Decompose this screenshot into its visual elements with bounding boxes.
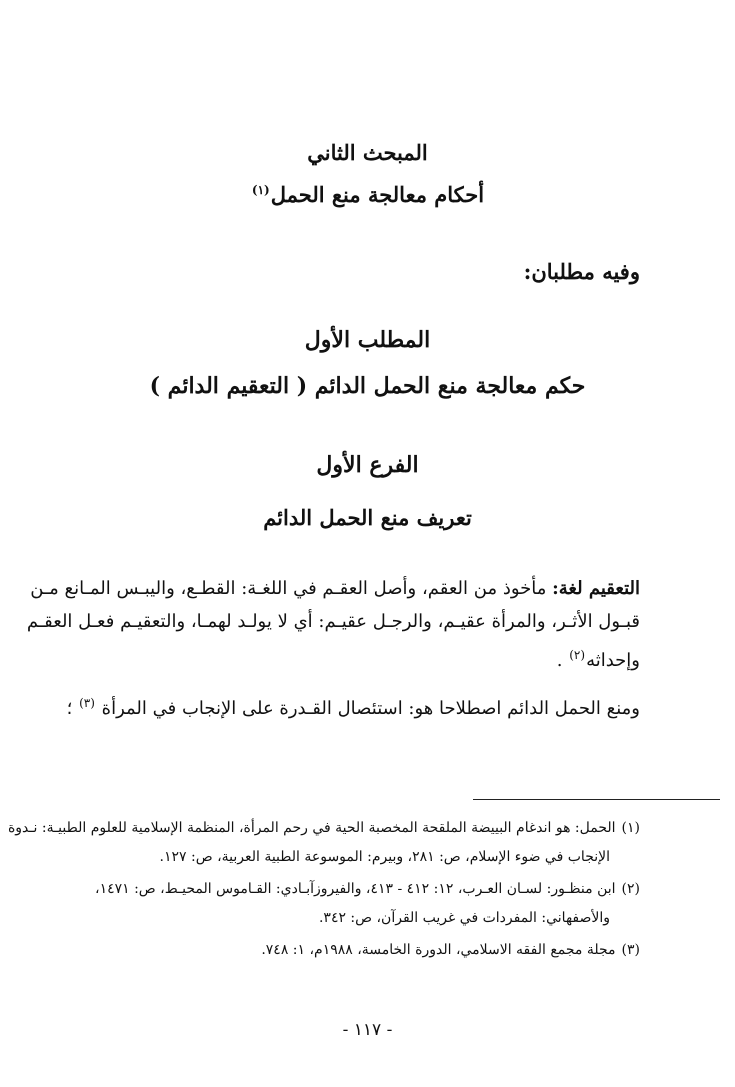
far-subtitle: تعريف منع الحمل الدائم xyxy=(263,505,472,530)
paragraph-2-text: ومنع الحمل الدائم اصطلاحا هو: استئصال القـدرة على الإنجاب في المرأة xyxy=(101,698,640,719)
footnote-ref-2: (٢) xyxy=(569,648,586,662)
paragraph-1-line-2: قبـول الأثـر، والمرأة عقيـم، والرجـل عقيـم: أي لا يولـد لهمـا، والتعقيـم فعـل العقـم xyxy=(26,611,640,632)
far-title: الفرع الأول xyxy=(316,452,419,478)
section-title: المبحث الثاني xyxy=(307,140,428,165)
footnote-3-line-1 xyxy=(20,937,640,963)
paragraph-1-text: مأخوذ من العقم، وأصل العقـم في اللغـة: القطـع، واليبـس المـانع مـن xyxy=(30,578,547,599)
footnote-2-line-1 xyxy=(20,876,640,902)
paragraph-1-line-1 xyxy=(30,574,640,604)
paragraph-1-line-3 xyxy=(80,640,640,676)
footnote-3-number: (٣) xyxy=(621,942,640,958)
footnote-1-text: الحمل: هو اندغام البييضة الملقحة المخصبة الحية في رحم المرأة، المنظمة الإسلامية للعلوم الطبيـة: نـدوة xyxy=(7,820,616,836)
footnote-2-number: (٢) xyxy=(621,881,640,897)
paragraph-2-end: ؛ xyxy=(66,698,73,719)
section-subtitle-text: أحكام معالجة منع الحمل xyxy=(270,182,485,207)
footnote-2-line-2: والأصفهاني: المفردات في غريب القرآن، ص: ٣٤٢. xyxy=(318,910,610,926)
paragraph-1-end: . xyxy=(556,650,563,671)
footnote-1-line-1 xyxy=(7,815,640,841)
footnote-1-number: (١) xyxy=(621,820,640,836)
paragraph-1-label: التعقيم لغة: xyxy=(552,578,640,599)
paragraph-1-line-3-text: وإحداثه xyxy=(586,650,640,671)
footnote-ref-3: (٣) xyxy=(79,696,95,710)
matlab-title: المطلب الأول xyxy=(304,327,431,353)
matlab-subtitle: حكم معالجة منع الحمل الدائم ( التعقيم الدائم ) xyxy=(149,373,586,399)
page-number: - ١١٧ - xyxy=(342,1020,393,1040)
footnote-2-text: ابن منظـور: لسـان العـرب، ١٢: ٤١٢ - ٤١٣، والفيروزآبـادي: القـاموس المحيـط، ص: ١٤٧١، xyxy=(95,881,616,897)
footnote-1-line-2: الإنجاب في ضوء الإسلام، ص: ٢٨١، وبيرم: الموسوعة الطبية العربية، ص: ١٢٧. xyxy=(159,849,610,865)
footnote-divider xyxy=(473,799,720,800)
footnote-3-text: مجلة مجمع الفقه الاسلامي، الدورة الخامسة، ١٩٨٨م، ١: ٧٤٨. xyxy=(261,942,616,958)
section-subtitle xyxy=(0,182,735,207)
intro-text: وفيه مطلبان: xyxy=(523,259,640,284)
paragraph-2 xyxy=(66,688,640,724)
footnote-ref-1: (١) xyxy=(251,183,270,197)
